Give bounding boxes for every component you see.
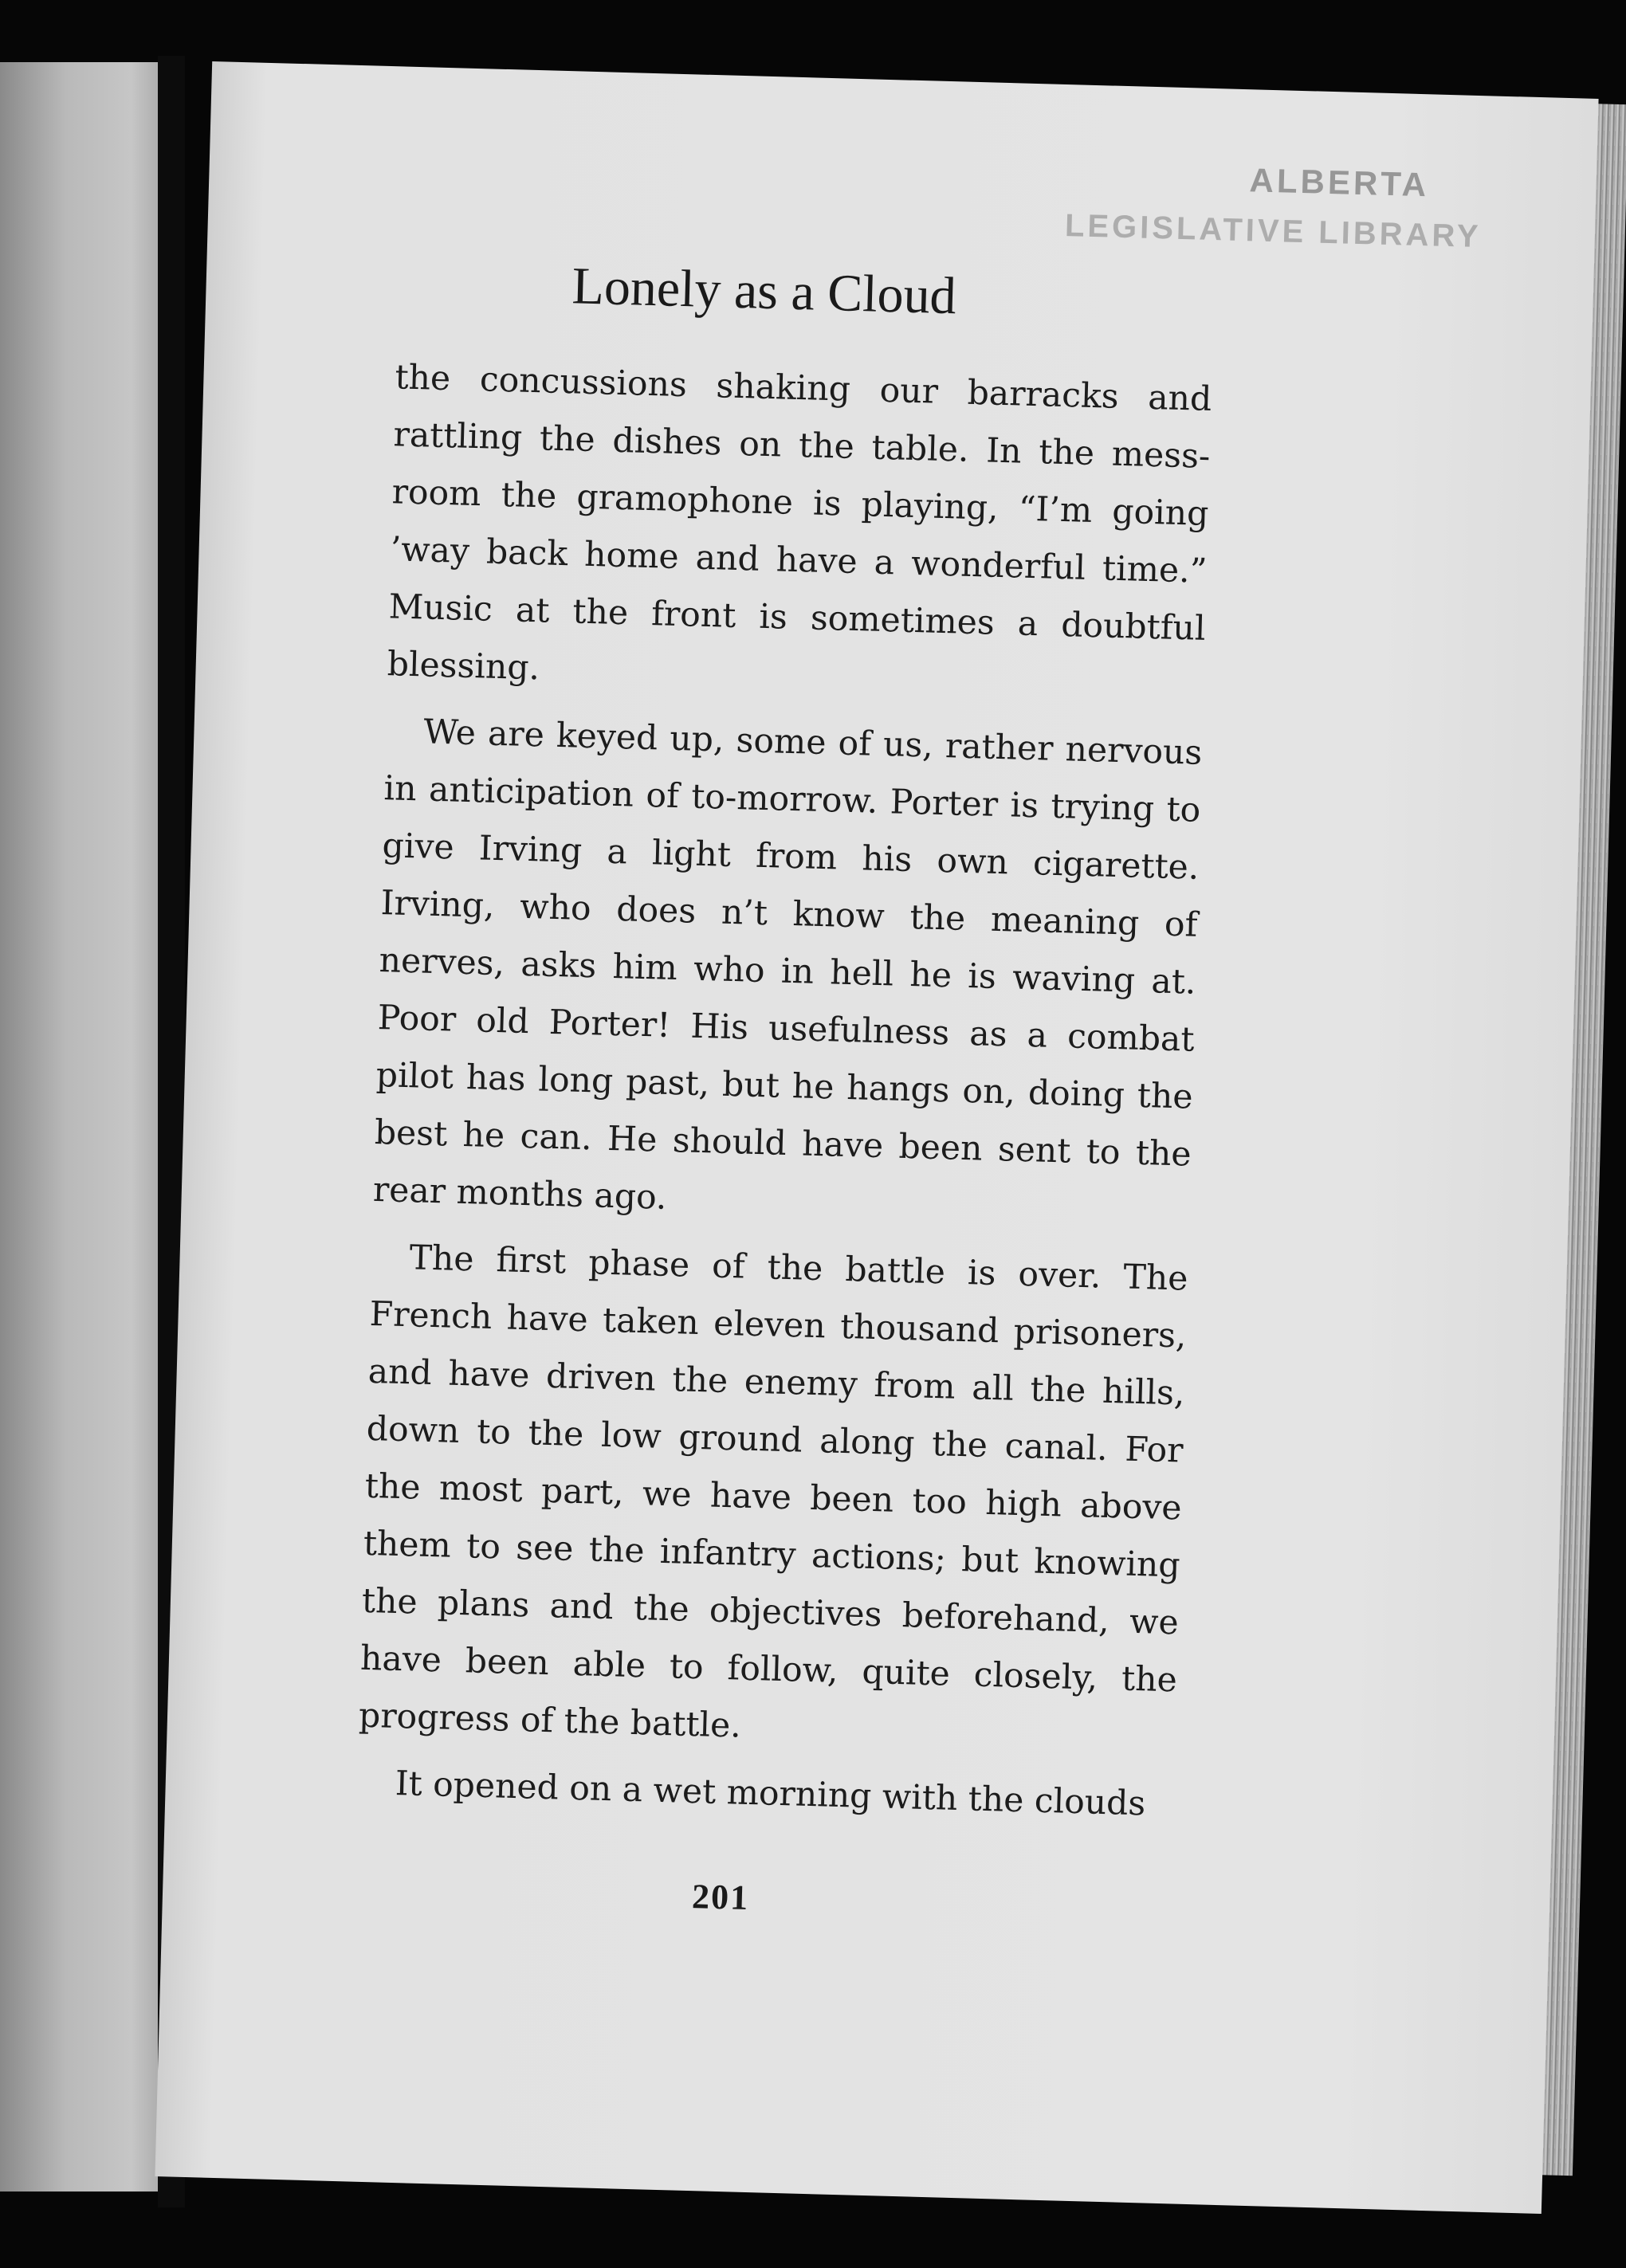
body-text — [356, 349, 1213, 1843]
paragraph-3: The first phase of the battle is over. The French have taken eleven thousand prisoners, and have driven the enemy from all the hills, down to the low ground along the canal. For the most part, we have been too high above them to see the infantry actions; but knowing the plans and the objectives beforehand, we have been able to follow, quite closely, the progress of the battle. — [358, 1238, 1189, 1746]
library-stamp-line2: LEGISLATIVE LIBRARY — [1064, 207, 1483, 255]
facing-page-edge — [0, 62, 164, 2191]
paragraph-4: It opened on a wet morning with the clouds — [395, 1764, 1146, 1824]
book-page — [155, 61, 1598, 2214]
paragraph-2: We are keyed up, some of us, rather nervous in anticipation of to-morrow. Porter is trying to give Irving a light from his own cigarette. Irving, who does n’t know the meaning of nerves, asks him who in hell he is waving at. Poor old Porter! His usefulness as a combat pilot has long past, but he hangs on, doing the best he can. He should have been sent to the rear months ago. — [372, 712, 1203, 1218]
running-head: Lonely as a Cloud — [571, 257, 957, 326]
paragraph-1: the concussions shaking our barracks and rattling the dishes on the table. In the mess-room the gramophone is playing, “I’m going ’way back home and have a wonderful time.” Music at the front is sometimes a doubtful blessing. — [387, 358, 1212, 689]
page-number: 201 — [691, 1877, 750, 1918]
library-stamp-line1: ALBERTA — [1249, 161, 1430, 204]
